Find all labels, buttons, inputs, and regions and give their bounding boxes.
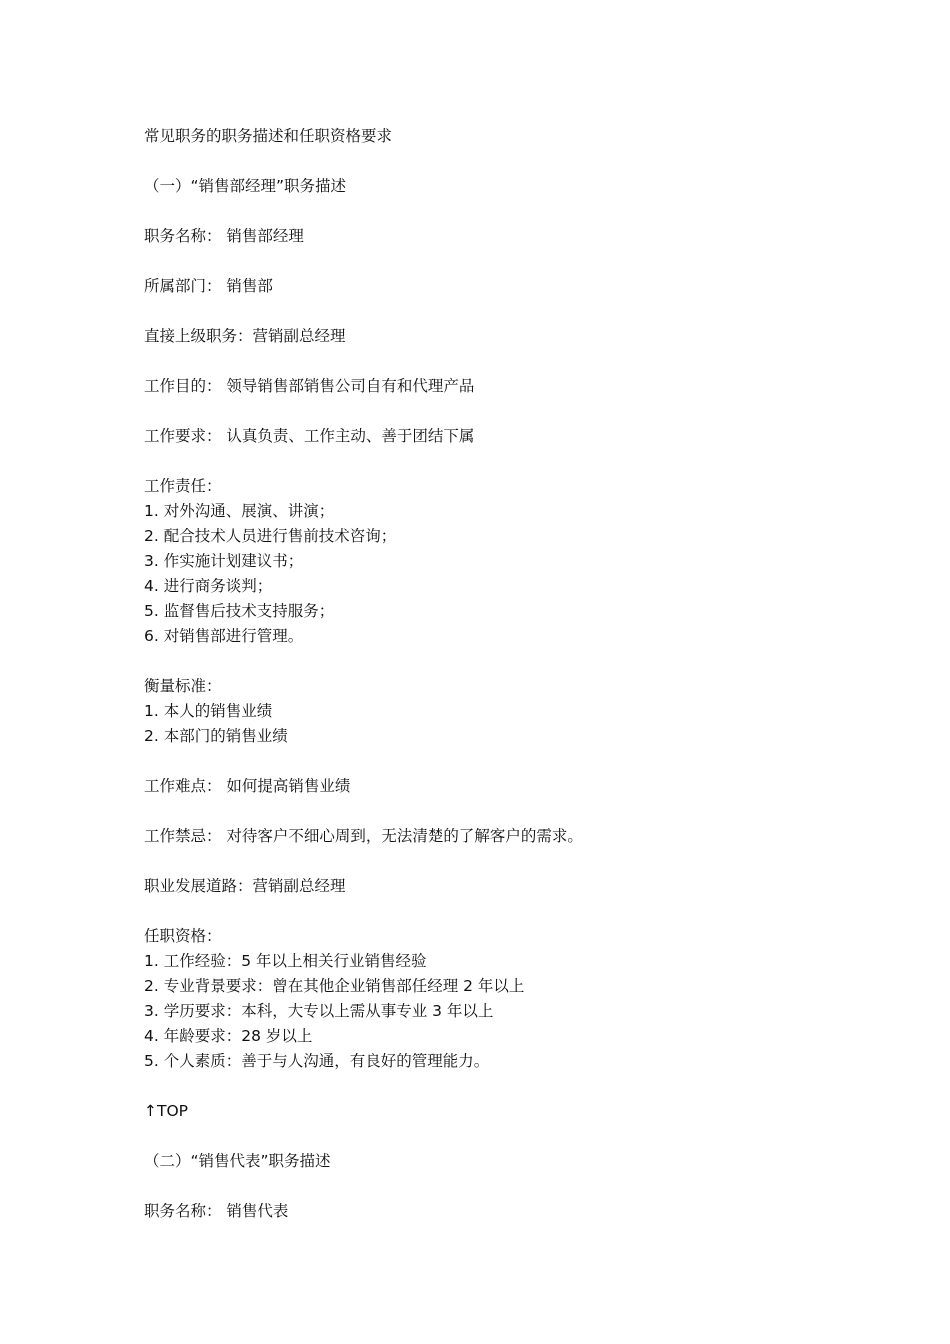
field-requirements: 工作要求： 认真负责、工作主动、善于团结下属 [144, 427, 475, 445]
list-item: 2. 专业背景要求：曾在其他企业销售部任经理 2 年以上 [144, 977, 525, 995]
section-heading-sales-manager: （一）“销售部经理”职务描述 [144, 177, 347, 195]
field-superior: 直接上级职务：营销副总经理 [144, 327, 346, 345]
standards-label: 衡量标准： [144, 677, 222, 695]
list-item: 4. 进行商务谈判； [144, 577, 273, 595]
list-item: 1. 工作经验：5 年以上相关行业销售经验 [144, 952, 427, 970]
field-purpose: 工作目的： 领导销售部销售公司自有和代理产品 [144, 377, 475, 395]
field-career: 职业发展道路：营销副总经理 [144, 877, 346, 895]
responsibilities-label: 工作责任： [144, 477, 222, 495]
list-item: 5. 个人素质：善于与人沟通，有良好的管理能力。 [144, 1052, 490, 1070]
document-page [144, 124, 864, 1224]
list-item: 1. 本人的销售业绩 [144, 702, 273, 720]
list-item: 3. 学历要求：本科，大专以上需从事专业 3 年以上 [144, 1002, 494, 1020]
list-item: 5. 监督售后技术支持服务； [144, 602, 335, 620]
qualifications-label: 任职资格： [144, 927, 222, 945]
list-item: 6. 对销售部进行管理。 [144, 627, 304, 645]
field-job-name: 职务名称： 销售代表 [144, 1202, 289, 1220]
list-item: 2. 本部门的销售业绩 [144, 727, 288, 745]
field-taboo: 工作禁忌： 对待客户不细心周到，无法清楚的了解客户的需求。 [144, 827, 583, 845]
section-heading-sales-rep: （二）“销售代表”职务描述 [144, 1152, 331, 1170]
top-link[interactable]: ↑TOP [144, 1102, 189, 1120]
field-difficulty: 工作难点： 如何提高销售业绩 [144, 777, 351, 795]
field-department: 所属部门： 销售部 [144, 277, 273, 295]
list-item: 3. 作实施计划建议书； [144, 552, 304, 570]
field-job-name: 职务名称： 销售部经理 [144, 227, 304, 245]
list-item: 1. 对外沟通、展演、讲演； [144, 502, 335, 520]
document-title: 常见职务的职务描述和任职资格要求 [144, 127, 393, 145]
list-item: 4. 年龄要求：28 岁以上 [144, 1027, 313, 1045]
list-item: 2. 配合技术人员进行售前技术咨询； [144, 527, 397, 545]
